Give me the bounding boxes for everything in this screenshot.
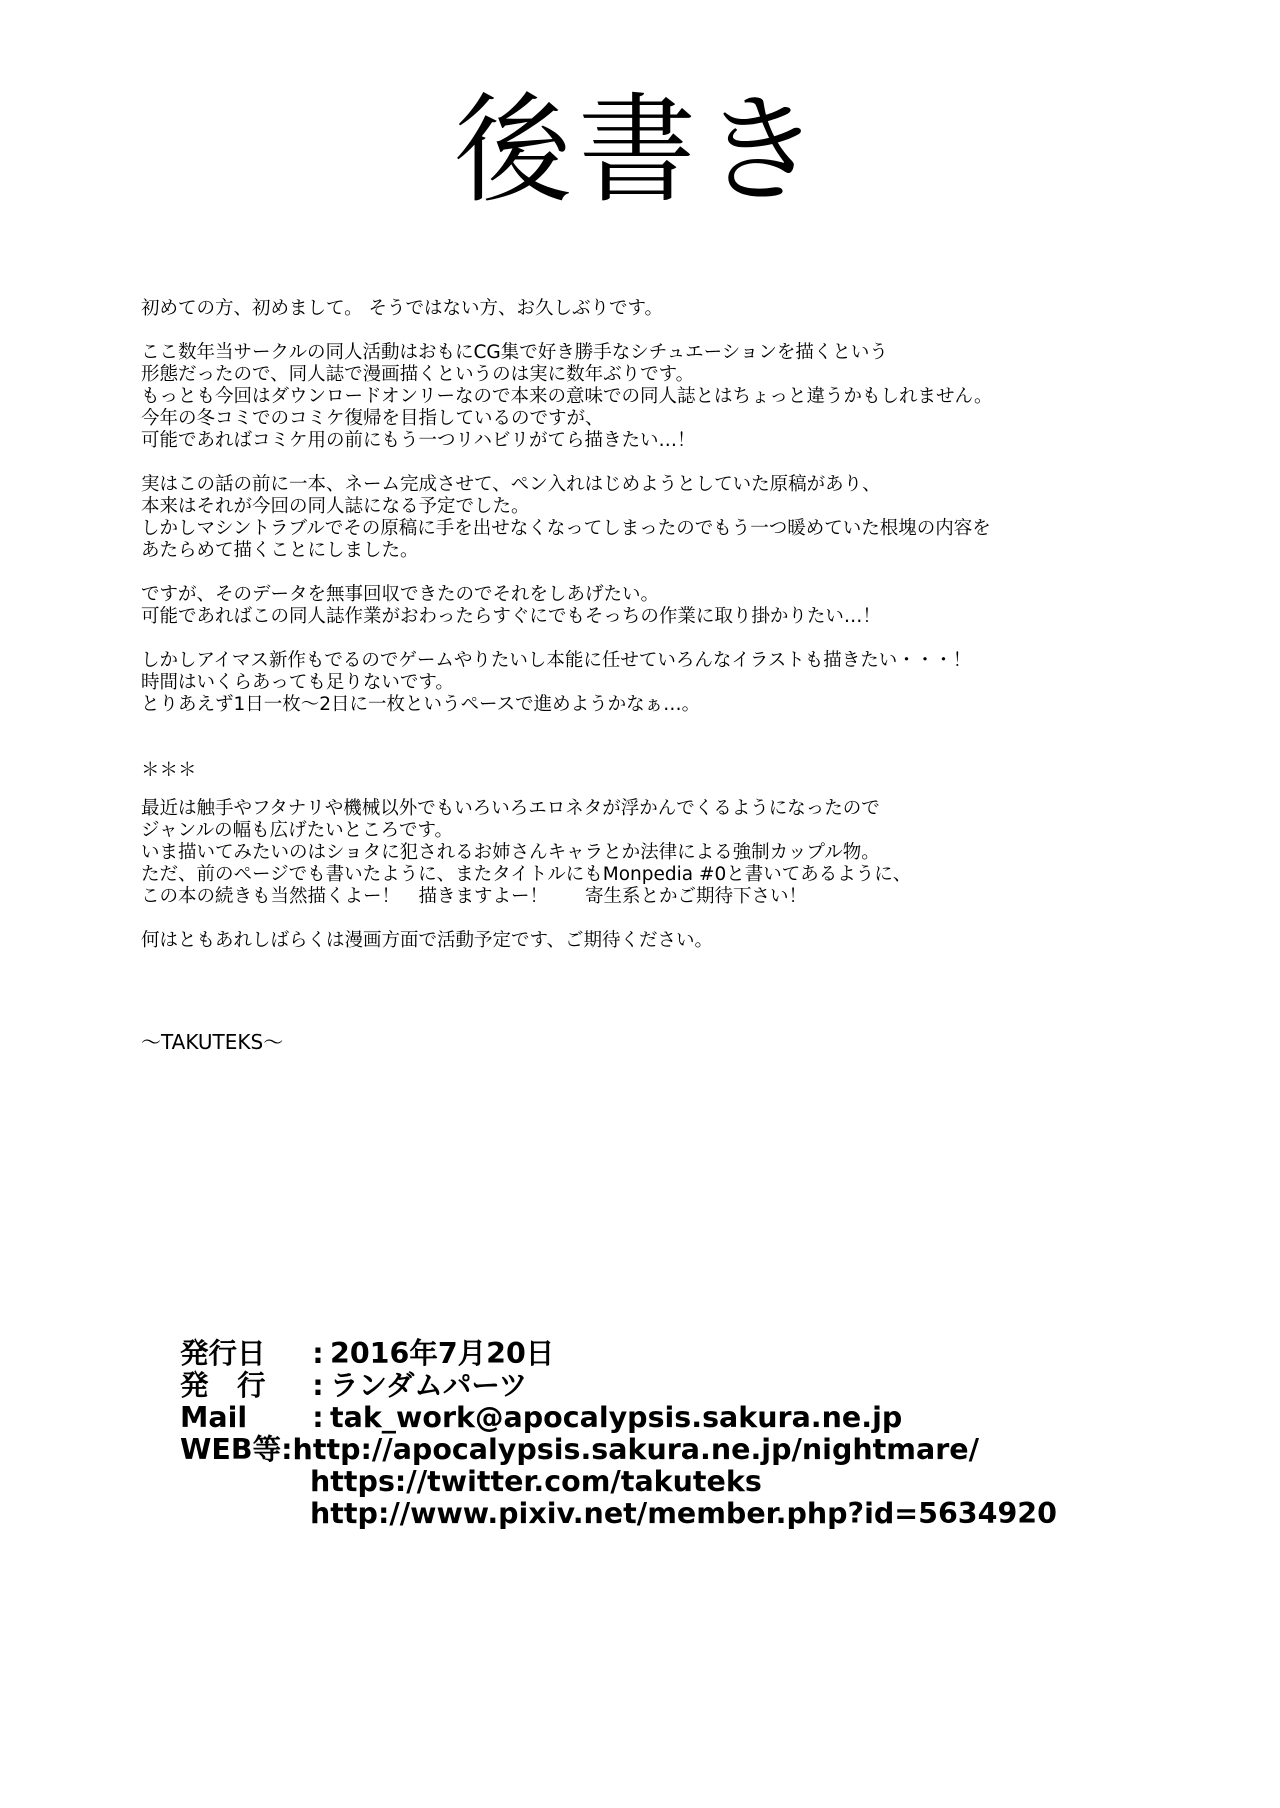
colophon [180, 1338, 1240, 1530]
paragraph [141, 930, 1221, 952]
paragraph [141, 474, 1221, 562]
text-line: 可能であればこの同人誌作業がおわったらすぐにでもそっちの作業に取り掛かりたい…！ [141, 606, 881, 627]
text-line: 可能であればコミケ用の前にもう一つリハビリがてら描きたい…！ [141, 430, 696, 451]
text-line: 今年の冬コミでのコミケ復帰を目指しているのですが、 [141, 408, 604, 429]
colophon-row-publisher [180, 1370, 1240, 1402]
text-line: ジャンルの幅も広げたいところです。 [141, 820, 454, 841]
text-line: 形態だったので、同人誌で漫画描くというのは実に数年ぶりです。 [141, 364, 695, 385]
web-link: http://apocalypsis.sakura.ne.jp/nightmare/ [292, 1433, 979, 1466]
text-line: しかしマシントラブルでその原稿に手を出せなくなってしまったのでもう一つ暖めていた根塊の内容を [141, 518, 991, 539]
paragraph [141, 298, 1221, 320]
text-line: 何はともあれしばらくは漫画方面で活動予定です、ご期待ください。 [141, 930, 714, 951]
text-line: とりあえず1日一枚～2日に一枚というペースで進めようかなぁ…。 [141, 694, 701, 715]
section-separator [141, 760, 1221, 782]
web-link: https://twitter.com/takuteks [310, 1465, 762, 1498]
colophon-separator: : [312, 1401, 324, 1434]
text-line: 最近は触手やフタナリや機械以外でもいろいろエロネタが浮かんでくるようになったので [141, 798, 880, 819]
text-line: 時間はいくらあっても足りないです。 [141, 672, 454, 693]
text-line: 実はこの話の前に一本、ネーム完成させて、ペン入れはじめようとしていた原稿があり、 [141, 474, 881, 495]
colophon-row-mail [180, 1402, 1240, 1434]
colophon-label: WEB等 [180, 1433, 282, 1466]
text-line: いま描いてみたいのはショタに犯されるお姉さんキャラとか法律による強制カップル物。 [141, 842, 880, 863]
text-line: もっとも今回はダウンロードオンリーなので本来の意味での同人誌とはちょっと違うかもしれません。 [141, 386, 993, 407]
text-line: あたらめて描くことにしました。 [141, 540, 419, 561]
colophon-label: 発行日 [180, 1337, 266, 1370]
paragraph [141, 798, 1221, 908]
colophon-row-web [180, 1434, 1240, 1466]
text-line: この本の続きも当然描くよー！ 描きますよー！ 寄生系とかご期待下さい！ [141, 886, 808, 907]
signature: ～TAKUTEKS～ [141, 1030, 284, 1054]
colophon-row-date [180, 1338, 1240, 1370]
colophon-separator: : [312, 1337, 324, 1370]
colophon-label: Mail [180, 1401, 248, 1434]
paragraph [141, 650, 1221, 716]
page-title: 後書き [453, 81, 826, 219]
text-line: しかしアイマス新作もでるのでゲームやりたいし本能に任せていろんなイラストも描きたい・・・！ [141, 650, 972, 671]
paragraph [141, 584, 1221, 628]
web-link: http://www.pixiv.net/member.php?id=5634920 [310, 1497, 1057, 1530]
text-line: 初めての方、初めまして。 そうではない方、お久しぶりです。 [141, 298, 664, 319]
text-line: ただ、前のページでも書いたように、またタイトルにもMonpedia #0と書いてあるように、 [141, 864, 912, 885]
paragraph [141, 342, 1221, 452]
text-line: 本来はそれが今回の同人誌になる予定でした。 [141, 496, 530, 517]
publish-date: 2016年7月20日 [330, 1337, 555, 1370]
colophon-label: 発 行 [180, 1369, 266, 1402]
mail-address: tak_work@apocalypsis.sakura.ne.jp [330, 1401, 903, 1434]
separator-text: ＊＊＊ [141, 760, 197, 781]
afterword-body [141, 298, 1221, 974]
text-line: ここ数年当サークルの同人活動はおもにCG集で好き勝手なシチュエーションを描くという [141, 342, 888, 363]
publisher-name: ランダムパーツ [330, 1369, 528, 1402]
colophon-separator: : [312, 1369, 324, 1402]
text-line: ですが、そのデータを無事回収できたのでそれをしあげたい。 [141, 584, 660, 605]
colophon-separator: : [281, 1433, 293, 1466]
